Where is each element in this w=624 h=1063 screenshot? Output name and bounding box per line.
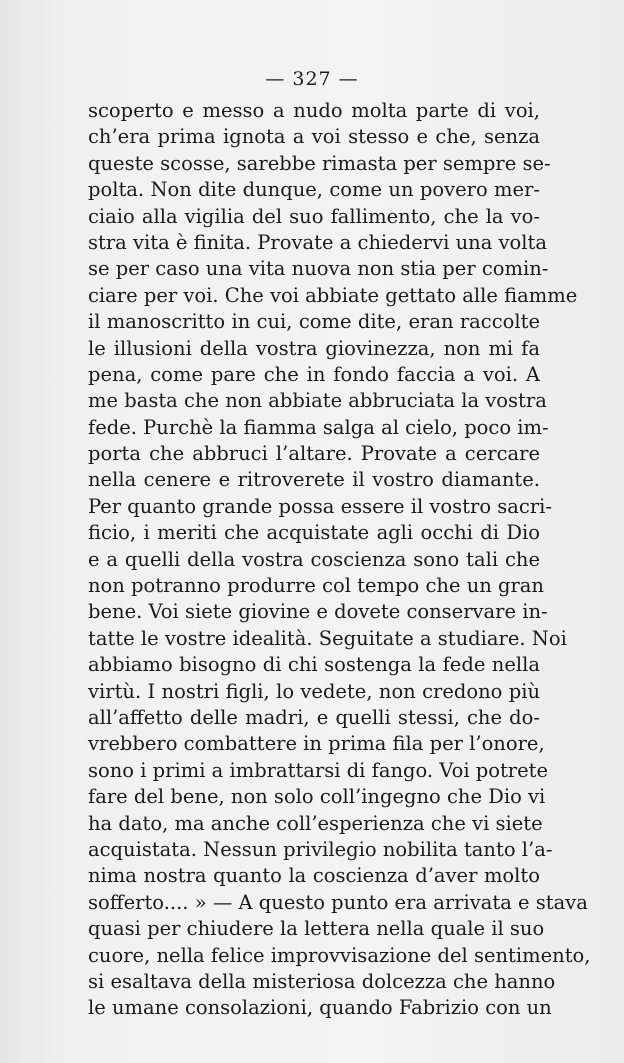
- text-line: ciare per voi. Che voi abbiate gettato alle fiamme: [88, 283, 578, 307]
- text-line: ficio, i meriti che acquistate agli occhi di Dio: [88, 521, 540, 545]
- text-line: vrebbero combattere in prima fila per l’onore,: [88, 732, 545, 756]
- text-line: ha dato, ma anche coll’esperienza che vi siete: [88, 811, 543, 835]
- text-line: pena, come pare che in fondo faccia a voi. A: [88, 362, 540, 386]
- text-line: il manoscritto in cui, come dite, eran raccolte: [88, 310, 540, 334]
- text-line: e a quelli della vostra coscienza sono tali che: [88, 547, 540, 571]
- text-line: fare del bene, non solo coll’ingegno che Dio vi: [88, 785, 546, 809]
- text-line: virtù. I nostri figli, lo vedete, non credono più: [88, 679, 540, 703]
- page-number: — 327 —: [265, 68, 359, 90]
- text-line: nima nostra quanto la coscienza d’aver molto: [88, 864, 540, 888]
- text-line: polta. Non dite dunque, come un povero mer-: [88, 178, 540, 202]
- text-line: porta che abbruci l’altare. Provate a cercare: [88, 442, 540, 466]
- text-line: scoperto e messo a nudo molta parte di voi,: [88, 99, 540, 122]
- text-line: acquistata. Nessun privilegio nobilita tanto l’a-: [88, 837, 553, 861]
- text-line: non potranno produrre col tempo che un gran: [88, 574, 544, 598]
- text-line: ciaio alla vigilia del suo fallimento, che la vo-: [88, 204, 540, 228]
- text-line: ch’era prima ignota a voi stesso e che, senza: [88, 125, 540, 149]
- text-line: sono i primi a imbrattarsi di fango. Voi potrete: [88, 758, 549, 782]
- text-line: tatte le vostre idealità. Seguitate a studiare. Noi: [88, 626, 567, 650]
- body-text: [88, 98, 591, 1022]
- text-line: Per quanto grande possa essere il vostro sacri-: [88, 494, 552, 518]
- text-line: me basta che non abbiate abbruciata la vostra: [88, 389, 547, 413]
- text-line: nella cenere e ritroverete il vostro diamante.: [88, 468, 540, 492]
- text-line: cuore, nella felice improvvisazione del sentimento,: [88, 943, 591, 967]
- text-line: le illusioni della vostra giovinezza, non mi fa: [88, 336, 540, 360]
- text-line: stra vita è finita. Provate a chiedervi una volta: [88, 230, 547, 254]
- text-line: queste scosse, sarebbe rimasta per sempre se-: [88, 151, 551, 175]
- text-line: sofferto.... » — A questo punto era arrivata e stava: [88, 890, 588, 914]
- text-line: le umane consolazioni, quando Fabrizio con un: [88, 996, 552, 1020]
- text-line: fede. Purchè la fiamma salga al cielo, poco im-: [88, 415, 549, 439]
- text-line: bene. Voi siete giovine e dovete conservare in-: [88, 600, 548, 624]
- text-line: se per caso una vita nuova non stia per comin-: [88, 257, 549, 281]
- text-line: si esaltava della misteriosa dolcezza che hanno: [88, 969, 556, 993]
- text-line: quasi per chiudere la lettera nella quale il suo: [88, 917, 545, 941]
- text-line: all’affetto delle madri, e quelli stessi, che do-: [88, 705, 540, 729]
- text-line: abbiamo bisogno di chi sostenga la fede nella: [88, 653, 540, 677]
